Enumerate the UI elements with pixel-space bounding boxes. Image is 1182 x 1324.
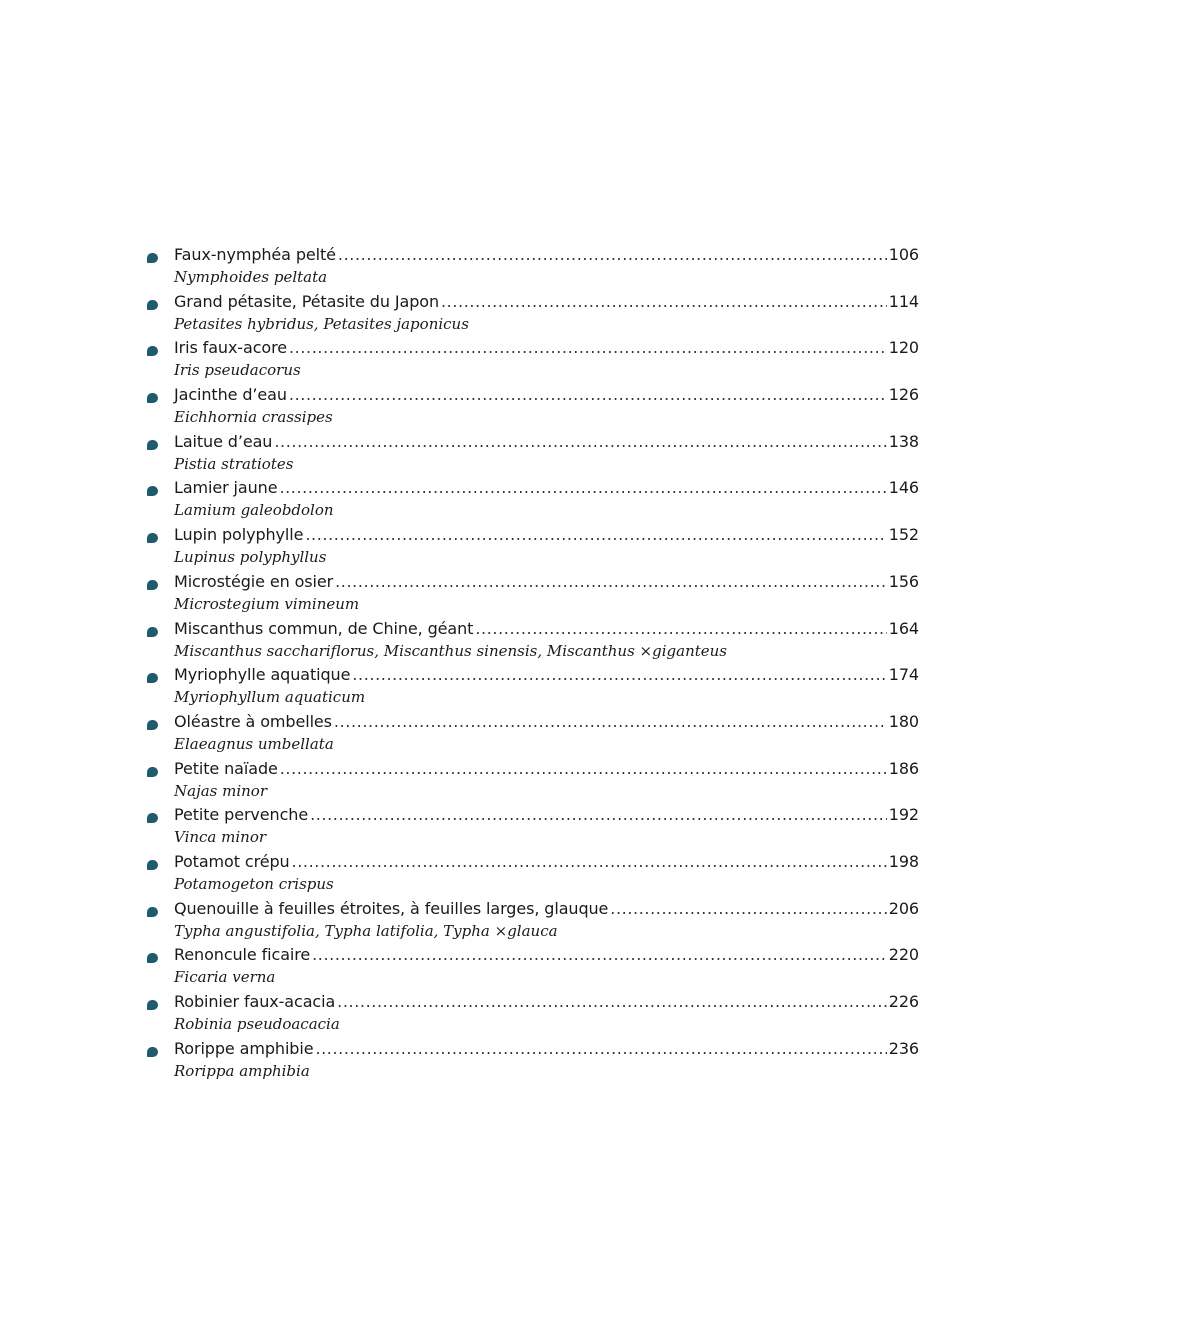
page-number: 156 (888, 571, 919, 591)
dot-leader (334, 711, 887, 733)
latin-name: Elaeagnus umbellata (174, 734, 334, 753)
toc-line (174, 711, 919, 733)
common-name: Faux-nymphéa pelté (174, 245, 336, 264)
latin-name: Myriophyllum aquaticum (174, 688, 366, 707)
dot-leader (610, 898, 886, 920)
bullet-icon (147, 627, 158, 637)
toc-entry[interactable] (147, 384, 919, 431)
bullet-icon (147, 953, 158, 963)
dot-leader (280, 758, 887, 780)
page-number: 164 (888, 618, 919, 638)
bullet-icon (147, 720, 158, 730)
page-number: 114 (888, 291, 919, 311)
latin-name: Pistia stratiotes (174, 454, 294, 473)
common-name: Petite pervenche (174, 805, 309, 825)
latin-name: Ficaria verna (174, 968, 276, 987)
dot-leader (475, 618, 886, 640)
toc-line (174, 571, 919, 593)
common-name: Potamot crépu (174, 851, 290, 871)
dot-leader (274, 431, 886, 453)
toc-line (174, 804, 919, 826)
page-number: 106 (888, 245, 919, 264)
page-number: 186 (888, 758, 919, 778)
common-name: Rorippe amphibie (174, 1038, 314, 1058)
page-number: 206 (888, 898, 919, 918)
latin-name: Vinca minor (174, 828, 267, 847)
dot-leader (441, 291, 887, 313)
toc-line (174, 898, 919, 920)
bullet-icon (147, 580, 158, 590)
toc-entry[interactable] (147, 711, 919, 758)
page-number: 174 (888, 665, 919, 685)
toc-line (174, 244, 919, 266)
dot-leader (312, 944, 887, 966)
toc-entry[interactable] (147, 337, 919, 384)
dot-leader (335, 571, 887, 593)
toc-entry[interactable] (147, 477, 919, 524)
toc-entry[interactable] (147, 804, 919, 851)
page-number: 152 (888, 525, 919, 545)
dot-leader (337, 991, 887, 1013)
dot-leader (292, 851, 887, 873)
common-name: Iris faux-acore (174, 338, 287, 358)
latin-name: Potamogeton crispus (174, 874, 334, 893)
dot-leader (279, 477, 886, 499)
page-number: 146 (888, 478, 919, 498)
dot-leader (289, 384, 887, 406)
common-name: Myriophylle aquatique (174, 665, 351, 685)
common-name: Miscanthus commun, de Chine, géant (174, 618, 474, 638)
toc-entry[interactable] (147, 618, 919, 665)
toc-line (174, 758, 919, 780)
bullet-icon (147, 393, 158, 403)
toc-line (174, 431, 919, 453)
bullet-icon (147, 907, 158, 917)
latin-name: Nymphoides peltata (174, 268, 328, 286)
toc-entry[interactable] (147, 664, 919, 711)
toc-line (174, 524, 919, 546)
bullet-icon (147, 253, 158, 263)
common-name: Lupin polyphylle (174, 525, 304, 545)
toc-entry[interactable] (147, 1038, 919, 1085)
page-number: 198 (888, 851, 919, 871)
page-number: 138 (888, 431, 919, 451)
dot-leader (315, 1038, 886, 1060)
page-number: 226 (888, 992, 919, 1011)
bullet-icon (147, 673, 158, 683)
bullet-icon (147, 346, 158, 356)
page-number: 192 (888, 805, 919, 825)
toc-entry[interactable] (147, 758, 919, 805)
toc-line (174, 477, 919, 499)
toc-entry[interactable] (147, 524, 919, 571)
toc-entry[interactable] (147, 991, 919, 1038)
toc-entry[interactable] (147, 244, 919, 291)
common-name: Lamier jaune (174, 478, 278, 498)
latin-name: Eichhornia crassipes (174, 408, 333, 427)
common-name: Robinier faux-acacia (174, 992, 336, 1011)
dot-leader (352, 664, 886, 686)
page-number: 220 (888, 945, 919, 965)
common-name: Microstégie en osier (174, 571, 334, 591)
common-name: Laitue d’eau (174, 431, 273, 451)
toc-line (174, 851, 919, 873)
latin-name: Microstegium vimineum (174, 594, 360, 613)
latin-name: Petasites hybridus, Petasites japonicus (174, 314, 469, 333)
toc-line (174, 991, 919, 1013)
bullet-icon (147, 533, 158, 543)
page-number: 126 (888, 385, 919, 405)
page-number: 120 (888, 338, 919, 358)
toc-line (174, 944, 919, 966)
toc-line (174, 337, 919, 359)
latin-name: Miscanthus sacchariflorus, Miscanthus sinensis, Miscanthus ×giganteus (174, 641, 727, 660)
common-name: Grand pétasite, Pétasite du Japon (174, 291, 439, 311)
latin-name: Lupinus polyphyllus (174, 548, 327, 567)
bullet-icon (147, 440, 158, 450)
toc-entry[interactable] (147, 291, 919, 338)
bullet-icon (147, 1000, 158, 1010)
page-number: 236 (888, 1038, 919, 1058)
dot-leader (289, 337, 887, 359)
toc-entry[interactable] (147, 851, 919, 898)
latin-name: Typha angustifolia, Typha latifolia, Typha ×glauca (174, 921, 558, 940)
latin-name: Iris pseudacorus (174, 361, 301, 380)
dot-leader (310, 804, 887, 826)
toc-line (174, 664, 919, 686)
toc-line (174, 291, 919, 313)
dot-leader (305, 524, 886, 546)
latin-name: Rorippa amphibia (174, 1061, 310, 1080)
toc-line (174, 618, 919, 640)
table-of-contents (147, 244, 919, 1084)
bullet-icon (147, 486, 158, 496)
common-name: Jacinthe d’eau (174, 385, 287, 405)
page-number: 180 (888, 711, 919, 731)
bullet-icon (147, 813, 158, 823)
bullet-icon (147, 1047, 158, 1057)
toc-line (174, 384, 919, 406)
bullet-icon (147, 767, 158, 777)
bullet-icon (147, 860, 158, 870)
common-name: Petite naïade (174, 758, 278, 778)
toc-entry[interactable] (147, 431, 919, 478)
common-name: Oléastre à ombelles (174, 711, 332, 731)
toc-entry[interactable] (147, 898, 919, 945)
toc-entry[interactable] (147, 571, 919, 618)
latin-name: Robinia pseudoacacia (174, 1015, 340, 1033)
common-name: Quenouille à feuilles étroites, à feuilles larges, glauque (174, 898, 609, 918)
toc-line (174, 1038, 919, 1060)
bullet-icon (147, 300, 158, 310)
dot-leader (338, 244, 887, 266)
common-name: Renoncule ficaire (174, 945, 311, 965)
toc-entry[interactable] (147, 944, 919, 991)
latin-name: Lamium galeobdolon (174, 501, 334, 520)
latin-name: Najas minor (174, 781, 268, 800)
